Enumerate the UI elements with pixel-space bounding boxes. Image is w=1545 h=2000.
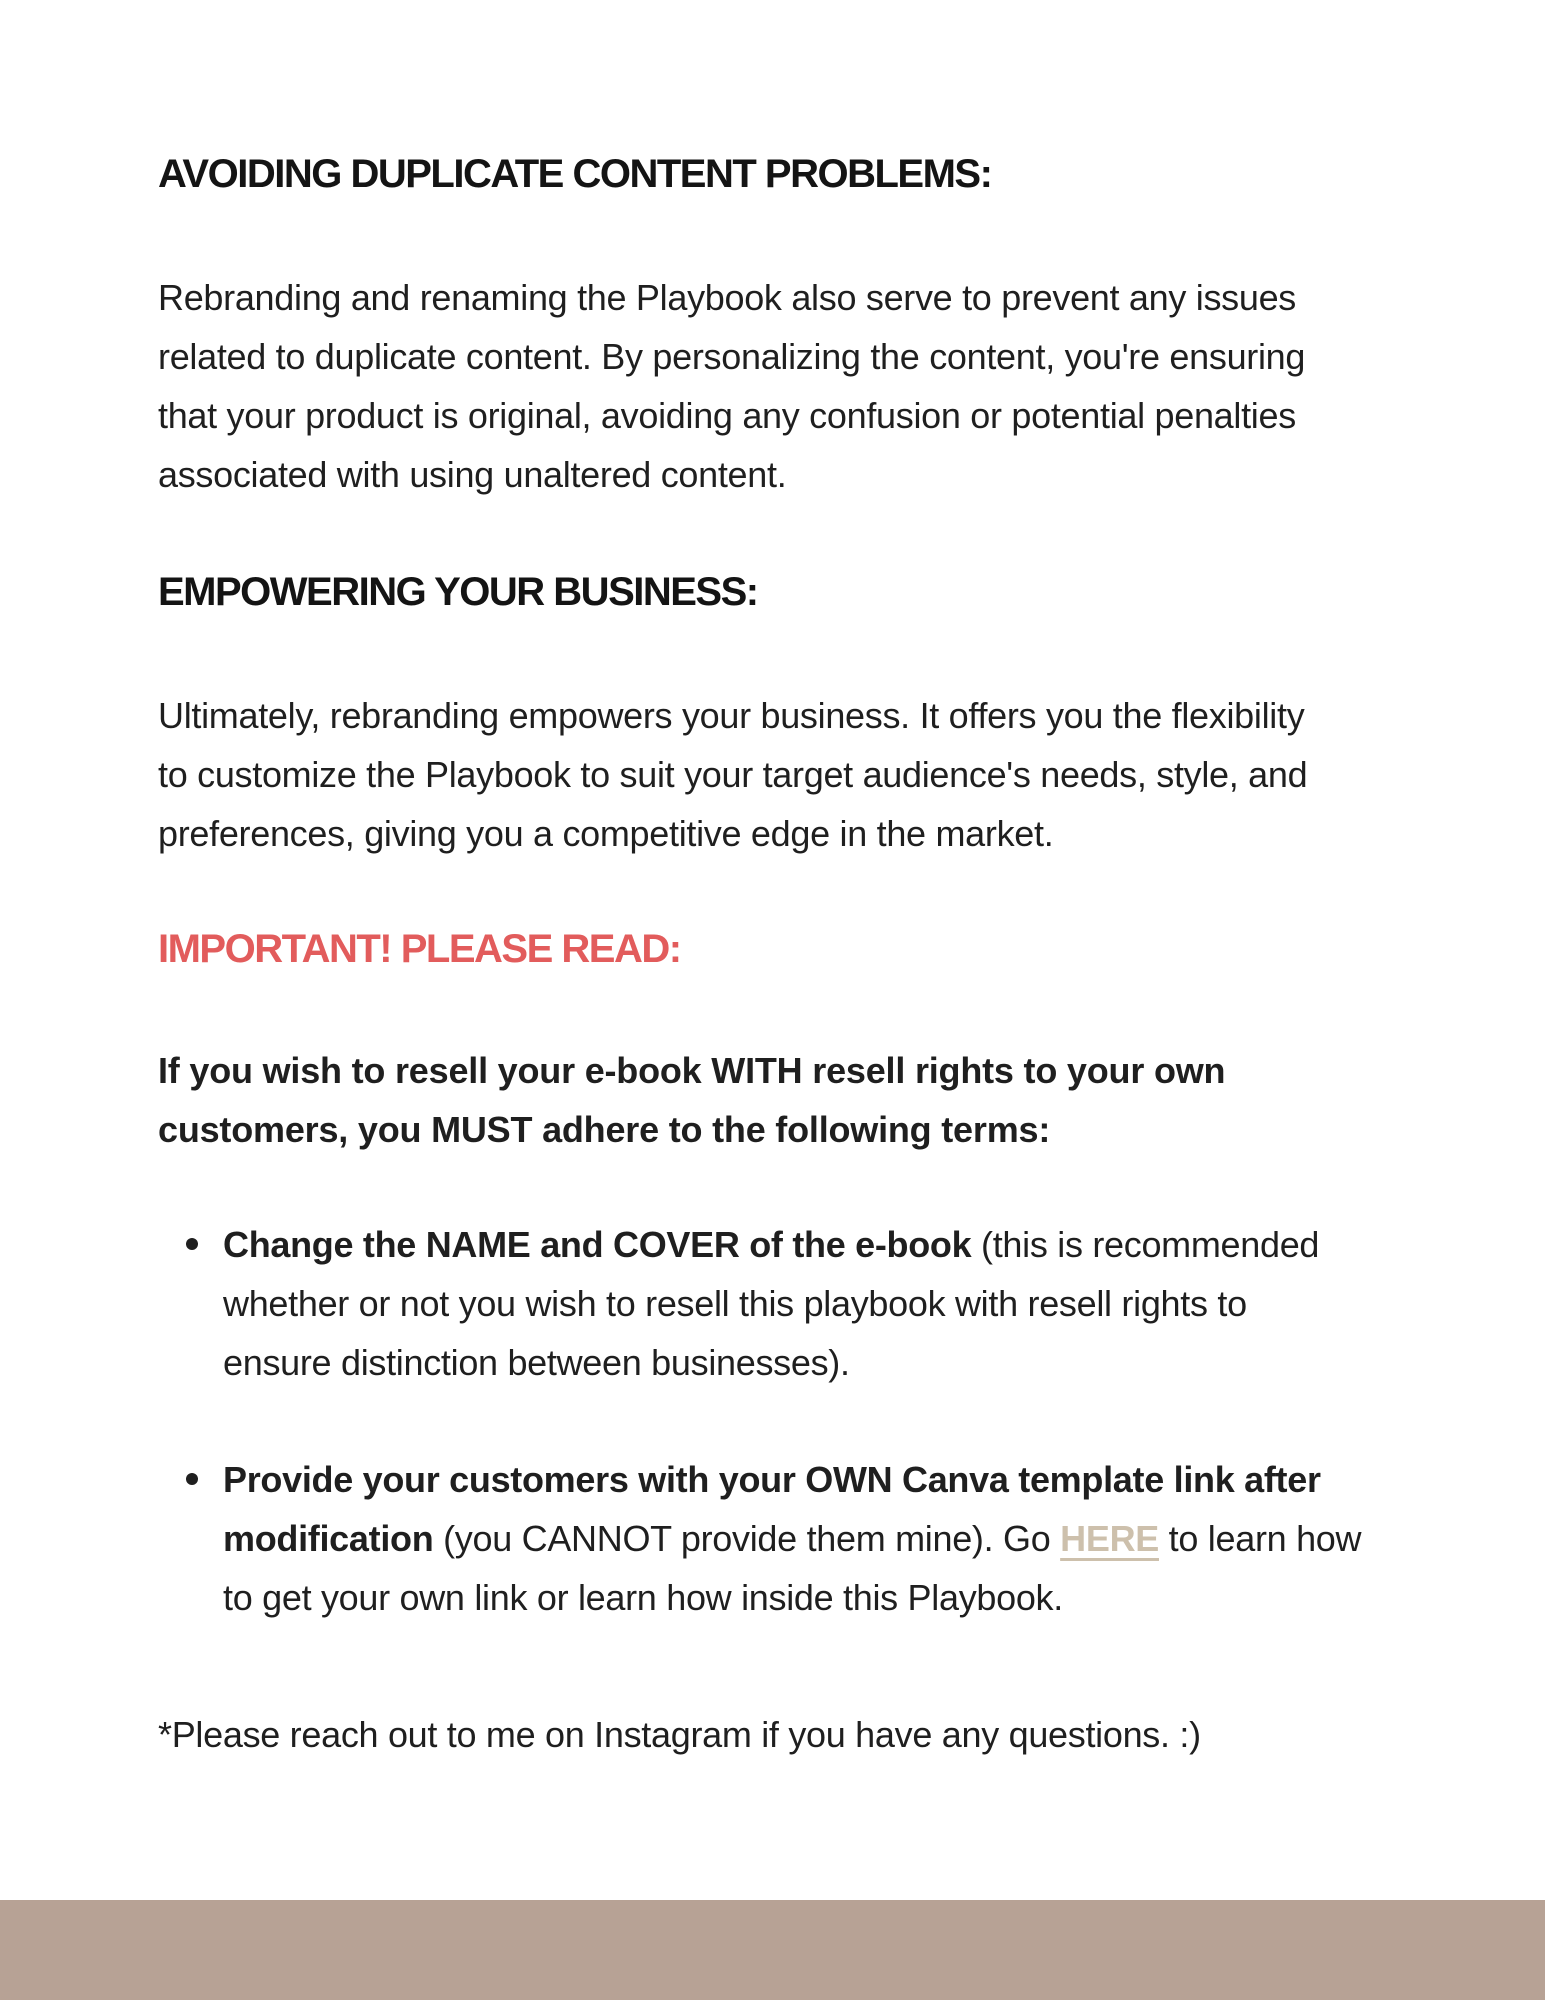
bullet-bold-text: Change the NAME and COVER of the e-book: [223, 1224, 972, 1265]
bullet-line: to get your own link or learn how inside this Playbook.: [223, 1577, 1063, 1618]
bullet-regular-text: (you CANNOT provide them mine). Go: [433, 1518, 1061, 1559]
content-area: [158, 150, 1408, 1764]
bullet-line: ensure distinction between businesses).: [223, 1342, 850, 1383]
heading-important-please-read: IMPORTANT! PLEASE READ:: [158, 927, 681, 971]
footer-bar: [0, 1900, 1545, 2000]
paragraph-line: associated with using unaltered content.: [158, 454, 787, 495]
bullet-bold-text: modification: [223, 1518, 434, 1559]
bullet-icon: [186, 1473, 198, 1485]
paragraph-line: customers, you MUST adhere to the following terms:: [158, 1109, 1051, 1150]
bullet-icon: [186, 1238, 198, 1250]
paragraph-line: If you wish to resell your e-book WITH resell rights to your own: [158, 1050, 1226, 1091]
heading-empowering-business: EMPOWERING YOUR BUSINESS:: [158, 570, 758, 614]
bullet-regular-text: to learn how: [1158, 1518, 1362, 1559]
heading-avoiding-duplicate-content: AVOIDING DUPLICATE CONTENT PROBLEMS:: [158, 152, 992, 196]
bullet-line: [223, 1215, 1408, 1274]
paragraph-line: related to duplicate content. By personalizing the content, you're ensuring: [158, 336, 1306, 377]
paragraph-line: Ultimately, rebranding empowers your business. It offers you the flexibility: [158, 695, 1305, 736]
paragraph-line: that your product is original, avoiding any confusion or potential penalties: [158, 395, 1296, 436]
here-link[interactable]: HERE: [1060, 1518, 1159, 1559]
bullet-line: [223, 1450, 1408, 1509]
bullet-line: [223, 1509, 1408, 1568]
bullet-line: whether or not you wish to resell this playbook with resell rights to: [223, 1283, 1247, 1324]
bullet-regular-text: (this is recommended: [971, 1224, 1320, 1265]
paragraph-line: Rebranding and renaming the Playbook also serve to prevent any issues: [158, 277, 1296, 318]
paragraph-duplicate-content: [158, 268, 1408, 504]
paragraph-line: preferences, giving you a competitive edge in the market.: [158, 813, 1054, 854]
bullet-item-rename-cover: [158, 1215, 1408, 1392]
bullet-item-canva-template-link: [158, 1450, 1408, 1627]
bullet-bold-text: Provide your customers with your OWN Canva template link after: [223, 1459, 1321, 1500]
paragraph-empowering-business: [158, 686, 1408, 863]
paragraph-resell-terms-intro: [158, 1041, 1408, 1159]
paragraph-line: to customize the Playbook to suit your target audience's needs, style, and: [158, 754, 1308, 795]
instagram-contact-note: *Please reach out to me on Instagram if you have any questions. :): [158, 1714, 1201, 1755]
